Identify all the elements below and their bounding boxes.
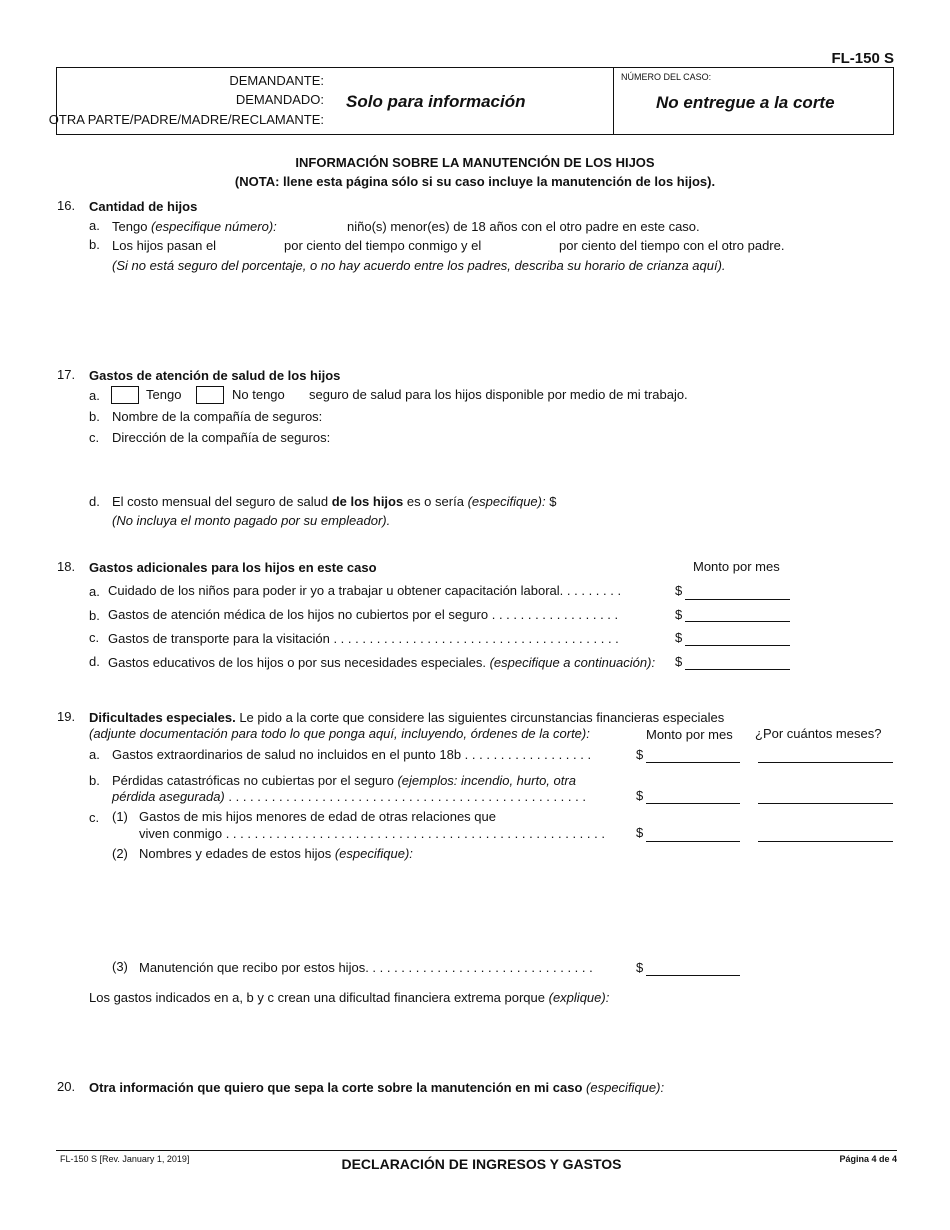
item-18d-text: Gastos educativos de los hijos o por sus necesidades especiales. (especifique a continuación): bbox=[108, 655, 656, 670]
item-19c1-amount-input[interactable] bbox=[646, 841, 740, 842]
item-17d-letter: d. bbox=[89, 494, 100, 509]
item-20-number: 20. bbox=[57, 1079, 76, 1094]
item-18a-letter: a. bbox=[89, 584, 100, 599]
have-insurance-checkbox[interactable] bbox=[111, 386, 139, 404]
item-18c-amount-input[interactable] bbox=[685, 645, 790, 646]
item-18a-amount-input[interactable] bbox=[685, 599, 790, 600]
item-17b-letter: b. bbox=[89, 409, 100, 424]
item-19c1-text-cont: viven conmigo . . . . . . . . . . . . . . . . . . . . . . . . . . . . . . . . . . . . . . . . . . . . . . . . . . . . . bbox=[139, 826, 605, 841]
insurance-company-address-input[interactable] bbox=[352, 428, 882, 478]
item-19b-letter: b. bbox=[89, 773, 100, 788]
item-18-title: Gastos adicionales para los hijos en este caso bbox=[89, 560, 377, 575]
other-information-textarea[interactable] bbox=[89, 1100, 889, 1145]
item-19a-letter: a. bbox=[89, 747, 100, 762]
item-19c2-number: (2) bbox=[112, 846, 128, 861]
footer-revision: FL-150 S [Rev. January 1, 2019] bbox=[60, 1154, 190, 1164]
item-19c-letter: c. bbox=[89, 810, 100, 825]
item-18d-letter: d. bbox=[89, 654, 100, 669]
item-17d-note: (No incluya el monto pagado por su empleador). bbox=[112, 513, 391, 528]
item-19c1-number: (1) bbox=[112, 809, 128, 824]
insurance-monthly-cost-input[interactable] bbox=[590, 492, 700, 509]
item-19-column-months: ¿Por cuántos meses? bbox=[755, 726, 882, 741]
item-16b-text3: por ciento del tiempo con el otro padre. bbox=[559, 238, 785, 253]
item-16b-letter: b. bbox=[89, 237, 100, 252]
insurance-company-name-input[interactable] bbox=[342, 407, 882, 424]
do-not-file-stamp: No entregue a la corte bbox=[656, 93, 835, 112]
item-19b-dollar: $ bbox=[636, 788, 644, 803]
item-17d-text: El costo mensual del seguro de salud de los hijos es o sería (especifique): $ bbox=[112, 494, 557, 509]
footer-page-number: Página 4 de 4 bbox=[839, 1154, 897, 1164]
item-18-number: 18. bbox=[57, 559, 76, 574]
children-count-input[interactable] bbox=[292, 217, 342, 234]
item-18b-text: Gastos de atención médica de los hijos no cubiertos por el seguro . . . . . . . . . . . . . . . . . . bbox=[108, 607, 619, 622]
item-17c-letter: c. bbox=[89, 430, 100, 445]
item-17-number: 17. bbox=[57, 367, 76, 382]
item-20-title: Otra información que quiero que sepa la corte sobre la manutención en mi caso (especifique): bbox=[89, 1080, 665, 1095]
children-names-ages-textarea[interactable] bbox=[139, 866, 889, 951]
item-18-column-header: Monto por mes bbox=[693, 559, 780, 574]
info-only-stamp: Solo para información bbox=[346, 92, 526, 111]
item-16b-note: (Si no está seguro del porcentaje, o no hay acuerdo entre los padres, describa su horario de crianza aquí). bbox=[112, 258, 726, 273]
item-19-intro: Dificultades especiales. Le pido a la corte que considere las siguientes circunstancias financieras especiales bbox=[89, 710, 725, 725]
item-19c3-amount-input[interactable] bbox=[646, 975, 740, 976]
item-16b-text2: por ciento del tiempo conmigo y el bbox=[284, 238, 482, 253]
item-17b-text: Nombre de la compañía de seguros: bbox=[112, 409, 323, 424]
item-16-number: 16. bbox=[57, 198, 76, 213]
item-17a-text: seguro de salud para los hijos disponible por medio de mi trabajo. bbox=[309, 387, 688, 402]
item-17c-text: Dirección de la compañía de seguros: bbox=[112, 430, 331, 445]
item-19a-months-input[interactable] bbox=[758, 762, 893, 763]
petitioner-label: DEMANDANTE: bbox=[229, 73, 324, 88]
section-title: INFORMACIÓN SOBRE LA MANUTENCIÓN DE LOS HIJOS bbox=[295, 155, 655, 170]
item-19a-amount-input[interactable] bbox=[646, 762, 740, 763]
item-18c-letter: c. bbox=[89, 630, 100, 645]
item-19c3-text: Manutención que recibo por estos hijos. . . . . . . . . . . . . . . . . . . . . . . . . . . . . . . . bbox=[139, 960, 593, 975]
item-16a-text-end: niño(s) menor(es) de 18 años con el otro padre en este caso. bbox=[347, 219, 700, 234]
item-19a-dollar: $ bbox=[636, 747, 644, 762]
item-19c1-dollar: $ bbox=[636, 825, 644, 840]
item-16-title: Cantidad de hijos bbox=[89, 199, 198, 214]
respondent-label: DEMANDADO: bbox=[235, 92, 324, 107]
item-17a-letter: a. bbox=[89, 388, 100, 403]
footer-title: DECLARACIÓN DE INGRESOS Y GASTOS bbox=[341, 1156, 622, 1172]
item-19b-months-input[interactable] bbox=[758, 803, 893, 804]
item-19b-text: Pérdidas catastróficas no cubiertas por el seguro (ejemplos: incendio, hurto, otra bbox=[112, 773, 576, 788]
hardship-explanation-label: Los gastos indicados en a, b y c crean una dificultad financiera extrema porque (explique): bbox=[89, 990, 610, 1005]
item-18c-text: Gastos de transporte para la visitación . . . . . . . . . . . . . . . . . . . . . . . . . . . . . . . . . . . . . . . . bbox=[108, 631, 619, 646]
item-19-number: 19. bbox=[57, 709, 76, 724]
item-17-title: Gastos de atención de salud de los hijos bbox=[89, 368, 341, 383]
item-16a-text: Tengo (especifique número): bbox=[112, 219, 277, 234]
footer-rule bbox=[56, 1150, 897, 1151]
item-19c1-months-input[interactable] bbox=[758, 841, 893, 842]
percent-with-me-input[interactable] bbox=[228, 236, 280, 253]
item-18b-amount-input[interactable] bbox=[685, 621, 790, 622]
item-19c3-number: (3) bbox=[112, 959, 128, 974]
no-insurance-checkbox[interactable] bbox=[196, 386, 224, 404]
item-19c3-dollar: $ bbox=[636, 960, 644, 975]
hardship-explanation-textarea[interactable] bbox=[89, 1010, 889, 1070]
item-18a-dollar: $ bbox=[675, 583, 683, 598]
item-18b-letter: b. bbox=[89, 608, 100, 623]
parenting-schedule-textarea[interactable] bbox=[112, 278, 892, 358]
form-code: FL-150 S bbox=[831, 50, 894, 67]
item-18d-amount-input[interactable] bbox=[685, 669, 790, 670]
item-16a-letter: a. bbox=[89, 218, 100, 233]
item-19c1-text: Gastos de mis hijos menores de edad de otras relaciones que bbox=[139, 809, 496, 824]
section-note: (NOTA: llene esta página sólo si su caso incluye la manutención de los hijos). bbox=[234, 174, 716, 189]
item-18d-dollar: $ bbox=[675, 654, 683, 669]
item-19b-amount-input[interactable] bbox=[646, 803, 740, 804]
caption-divider bbox=[613, 67, 614, 135]
item-19c2-text: Nombres y edades de estos hijos (especifique): bbox=[139, 846, 413, 861]
have-insurance-label: Tengo bbox=[146, 387, 182, 402]
item-16b-text1: Los hijos pasan el bbox=[112, 238, 217, 253]
item-18c-dollar: $ bbox=[675, 630, 683, 645]
item-19a-text: Gastos extraordinarios de salud no incluidos en el punto 18b . . . . . . . . . . . . . . . . . . bbox=[112, 747, 592, 762]
other-party-label: OTRA PARTE/PADRE/MADRE/RECLAMANTE: bbox=[48, 112, 324, 127]
case-number-label: NÚMERO DEL CASO: bbox=[621, 72, 712, 82]
no-insurance-label: No tengo bbox=[232, 387, 285, 402]
item-19-intro-note: (adjunte documentación para todo lo que ponga aquí, incluyendo, órdenes de la corte): bbox=[89, 726, 590, 741]
item-19-column-monthly: Monto por mes bbox=[646, 727, 733, 742]
item-19b-text-cont: pérdida asegurada) . . . . . . . . . . . . . . . . . . . . . . . . . . . . . . . . . . . . . . . . . . . . . . . . . . bbox=[112, 789, 586, 804]
percent-other-parent-input[interactable] bbox=[500, 236, 555, 253]
item-18a-text: Cuidado de los niños para poder ir yo a trabajar u obtener capacitación laboral. . . . . . . . . bbox=[108, 583, 622, 598]
item-18b-dollar: $ bbox=[675, 607, 683, 622]
